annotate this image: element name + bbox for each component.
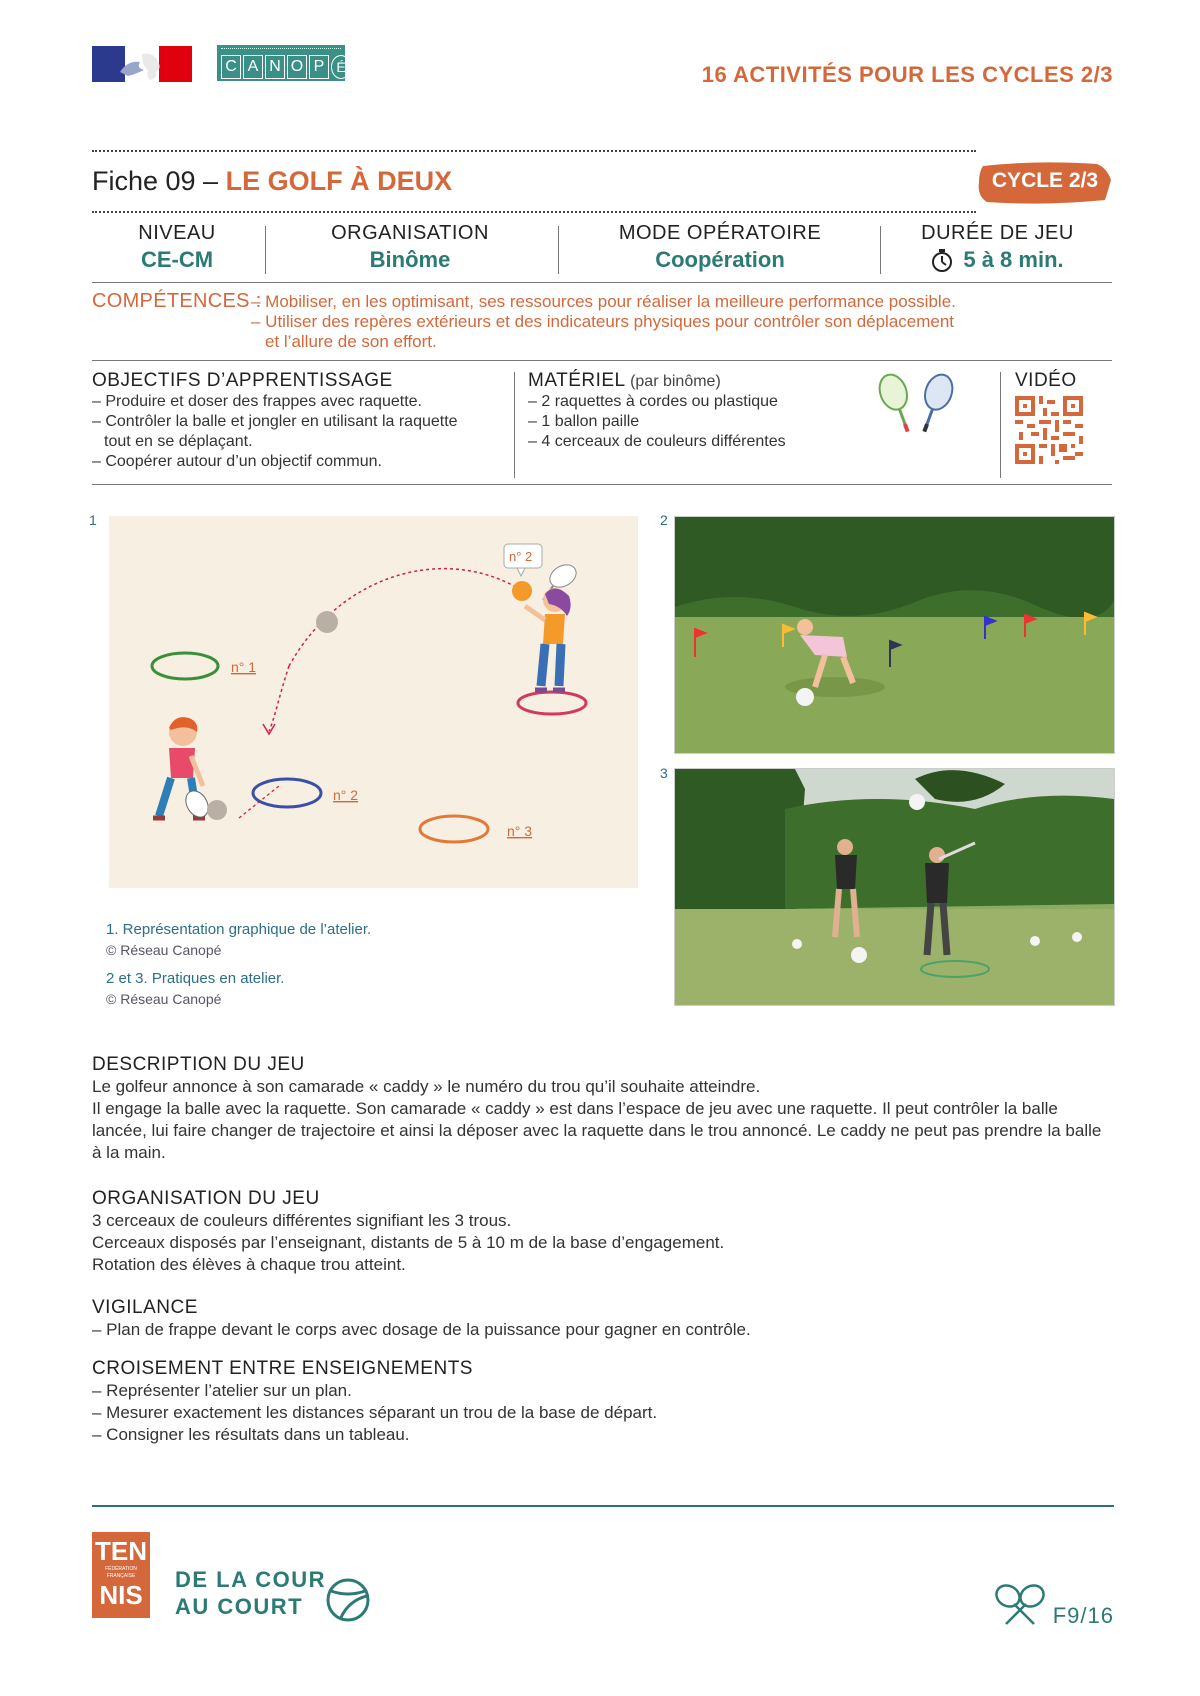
video-block — [1015, 370, 1083, 469]
tennis-logo-bottom: NIS — [99, 1580, 143, 1610]
canope-letter: A — [243, 55, 263, 79]
competence-item: – Mobiliser, en les optimisant, ses ressources pour réaliser la meilleure performance possible. — [251, 292, 956, 311]
vigilance-section — [92, 1297, 1114, 1341]
objectif-item: – Produire et doser des frappes avec raquette. — [92, 393, 422, 410]
republique-francaise-logo — [92, 46, 192, 82]
objectif-item: – Contrôler la balle et jongler en utilisant la raquette — [92, 413, 458, 430]
duree-label: DURÉE DE JEU — [921, 222, 1074, 244]
slogan-line-1: DE LA COUR — [175, 1567, 327, 1592]
crossed-rackets-icon — [990, 1582, 1050, 1628]
niveau-label: NIVEAU — [138, 222, 216, 244]
competences-bottom-rule — [92, 360, 1112, 361]
hoop-2-label: n° 2 — [333, 787, 359, 803]
objectifs-title: OBJECTIFS D’APPRENTISSAGE — [92, 370, 393, 391]
objectif-item: tout en se déplaçant. — [104, 433, 253, 450]
materiel-item: – 4 cerceaux de couleurs différentes — [528, 433, 786, 450]
info-divider — [265, 226, 266, 274]
footer-slogan — [175, 1566, 326, 1620]
canope-logo — [217, 45, 345, 81]
duree-block — [890, 222, 1105, 273]
fiche-name: LE GOLF À DEUX — [225, 166, 453, 196]
mode-block — [565, 222, 875, 273]
competence-item: – Utiliser des repères extérieurs et des indicateurs physiques pour contrôler son déplacement — [251, 312, 955, 331]
workshop-photo-1 — [674, 516, 1115, 754]
figure-2-number: 2 — [660, 512, 668, 528]
qr-code-icon[interactable] — [1015, 396, 1083, 464]
duree-value: 5 à 8 min. — [963, 247, 1064, 272]
description-line: Le golfeur annonce à son camarade « caddy » le numéro du trou qu’il souhaite atteindre. — [92, 1077, 761, 1096]
info-bottom-rule — [92, 282, 1112, 283]
materiel-item: – 2 raquettes à cordes ou plastique — [528, 393, 778, 410]
canope-letter: N — [265, 55, 285, 79]
figure-captions — [106, 920, 626, 1009]
niveau-value: CE-CM — [140, 247, 214, 272]
vigilance-line: – Plan de frappe devant le corps avec dosage de la puissance pour gagner en contrôle. — [92, 1320, 751, 1339]
materiel-block — [528, 370, 858, 452]
description-title: DESCRIPTION DU JEU — [92, 1054, 305, 1075]
figure-3-number: 3 — [660, 765, 668, 781]
tennis-logo-top: TEN — [95, 1536, 147, 1566]
tennis-ball-icon — [325, 1577, 371, 1623]
croisement-line: – Mesurer exactement les distances séparant un trou de la base de départ. — [92, 1403, 658, 1422]
tennis-federation-logo — [92, 1532, 150, 1618]
vigilance-title: VIGILANCE — [92, 1297, 198, 1318]
organisation-value: Binôme — [369, 247, 451, 272]
workshop-photo-2 — [674, 768, 1115, 1006]
hoop-1-label: n° 1 — [231, 659, 257, 675]
croisement-title: CROISEMENT ENTRE ENSEIGNEMENTS — [92, 1358, 473, 1379]
cycle-badge-label: CYCLE 2/3 — [991, 169, 1099, 192]
description-section — [92, 1054, 1114, 1164]
objectifs-divider — [514, 372, 515, 478]
materiel-item: – 1 ballon paille — [528, 413, 640, 430]
workshop-illustration — [109, 516, 638, 888]
objectif-item: – Coopérer autour d’un objectif commun. — [92, 453, 382, 470]
tennis-logo-small: FÉDÉRATION FRANÇAISE — [105, 1566, 137, 1579]
figure-1-number: 1 — [89, 512, 97, 528]
organisation-line: Rotation des élèves à chaque trou atteint. — [92, 1255, 406, 1274]
canope-letter: C — [221, 55, 241, 79]
mode-label: MODE OPÉRATOIRE — [618, 222, 822, 244]
credit-2: © Réseau Canopé — [106, 991, 222, 1007]
video-title: VIDÉO — [1015, 370, 1077, 391]
title-bottom-divider — [92, 211, 976, 213]
bubble-label: n° 2 — [509, 549, 533, 564]
organisation-section — [92, 1188, 1114, 1276]
competences-label: COMPÉTENCES : — [92, 290, 262, 312]
cycle-badge — [975, 160, 1115, 204]
croisement-line: – Représenter l’atelier sur un plan. — [92, 1381, 352, 1400]
competences-list — [251, 292, 1111, 352]
rackets-icon — [876, 372, 962, 438]
info-divider — [558, 226, 559, 274]
credit-1: © Réseau Canopé — [106, 942, 222, 958]
description-line: Il engage la balle avec la raquette. Son camarade « caddy » est dans l’espace de jeu avec une raquette. Il peut contrôler la balle lancée, lui faire changer de trajectoire et ainsi la déposer avec la raquette dans le trou annoncé. Le caddy ne peut pas prendre la balle à la main. — [92, 1099, 1102, 1162]
canope-letter: P — [309, 55, 329, 79]
materiel-title: MATÉRIEL — [528, 370, 626, 391]
organisation-line: 3 cerceaux de couleurs différentes signifiant les 3 trous. — [92, 1211, 512, 1230]
page-number: F9/16 — [1052, 1603, 1114, 1628]
canope-letter: É — [331, 55, 351, 79]
video-divider — [1000, 372, 1001, 478]
competence-item: et l’allure de son effort. — [265, 332, 437, 351]
info-divider — [880, 226, 881, 274]
canope-letter: O — [287, 55, 307, 79]
organisation-block — [270, 222, 550, 273]
objectifs-block — [92, 370, 492, 472]
caption-1: 1. Représentation graphique de l’atelier. — [106, 921, 372, 938]
organisation-line: Cerceaux disposés par l’enseignant, distants de 5 à 10 m de la base d’engagement. — [92, 1233, 725, 1252]
stopwatch-icon — [931, 248, 953, 272]
croisement-line: – Consigner les résultats dans un tableau. — [92, 1425, 410, 1444]
croisement-section — [92, 1358, 1114, 1446]
materiel-subtitle: (par binôme) — [630, 373, 721, 390]
series-title: 16 ACTIVITÉS POUR LES CYCLES 2/3 — [701, 62, 1113, 87]
slogan-line-2: AU COURT — [175, 1594, 304, 1619]
footer-rule — [92, 1505, 1114, 1507]
caption-2: 2 et 3. Pratiques en atelier. — [106, 970, 285, 987]
objectifs-bottom-rule — [92, 484, 1112, 485]
hoop-3-label: n° 3 — [507, 823, 533, 839]
organisation-title: ORGANISATION DU JEU — [92, 1188, 320, 1209]
organisation-label: ORGANISATION — [331, 222, 489, 244]
niveau-block — [92, 222, 262, 273]
title-top-divider — [92, 150, 976, 152]
fiche-number: Fiche 09 – — [92, 166, 219, 196]
mode-value: Coopération — [655, 247, 785, 272]
fiche-title — [92, 166, 452, 197]
